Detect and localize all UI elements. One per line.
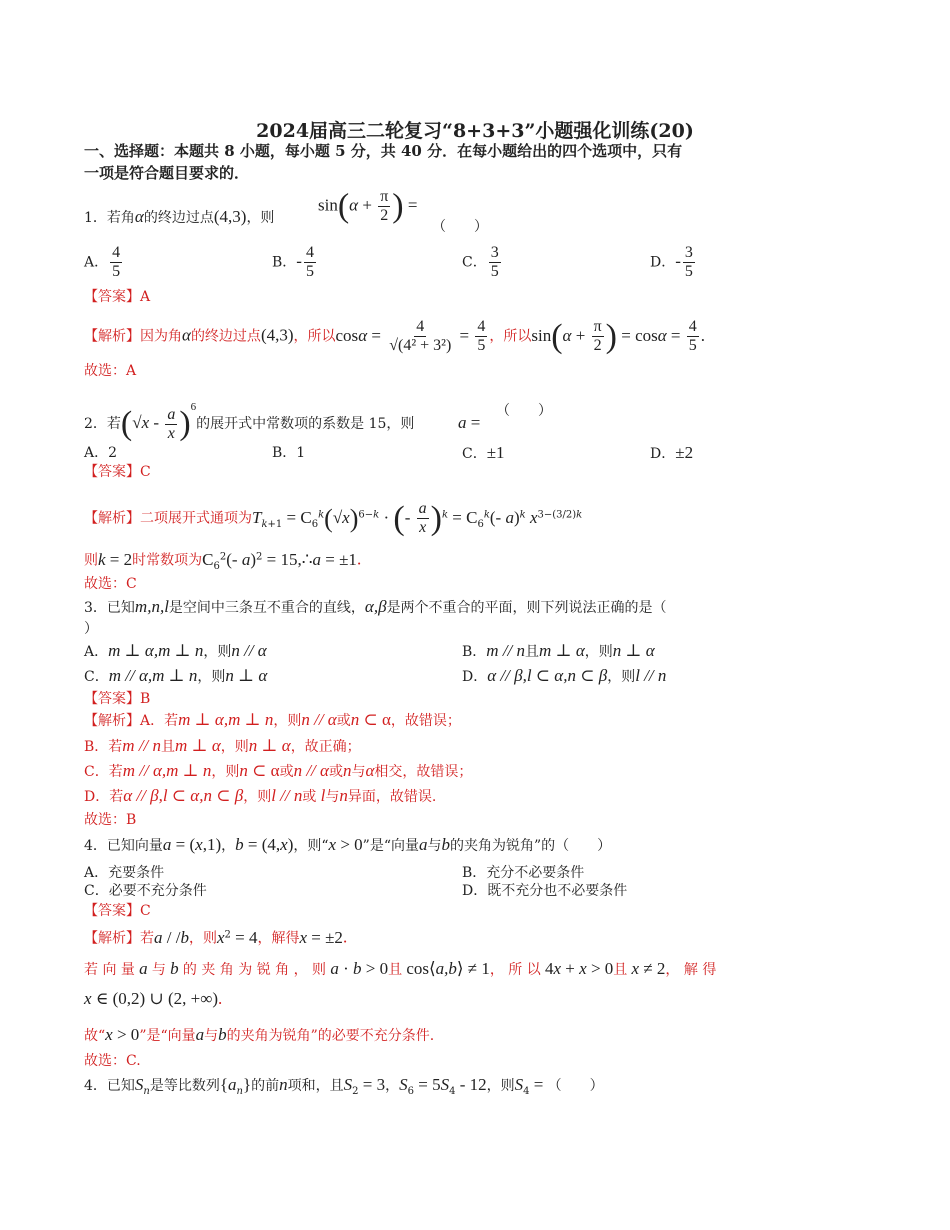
q4-an2-a: 若 向 量 <box>84 962 135 978</box>
q1-stem: 1．若角α的终边过点(4,3)，则 <box>84 207 275 226</box>
q2-analysis-line2: 则k = 2时常数项为$C_6^2(-$ a)$^2$ = 15,∴a = ±1. <box>84 549 362 572</box>
q1-analysis-a: 【解析】因为角 <box>84 328 182 345</box>
q4-stem-b: ， <box>221 838 236 854</box>
q4-answer: 【答案】C <box>84 903 151 919</box>
q3-answer: 【答案】B <box>84 691 151 707</box>
q5-stem-f: ，则 <box>486 1078 515 1094</box>
q1-blank: （ ） <box>432 219 488 235</box>
q4-an4-d: 的夹角为锐角”的必要不充分条件. <box>226 1028 435 1044</box>
q4-an2-g: ， 解 得 <box>665 962 717 978</box>
q2-stem-b: 的展开式中常数项的系数是 15，则 <box>196 416 415 432</box>
q1-stem-c: ，则 <box>246 210 275 226</box>
q1-option-b-num: 4 <box>305 244 314 261</box>
q2-stem: 2．若(√x - $\frac{a}{x}$ )$^6$的展开式中常数项的系数是 15，则 <box>84 401 415 442</box>
q1-analysis-d: ，所以 <box>489 328 532 345</box>
q1-option-d-label: D． <box>650 254 676 271</box>
q1-option-c <box>462 244 503 281</box>
q1-option-b-sign: - <box>296 251 302 271</box>
q2-option-c-label: C． <box>462 446 487 462</box>
q2-line2-b: 时常数项为 <box>132 552 203 569</box>
q5-stem-d: 项和，且 <box>287 1078 344 1094</box>
q4-an2-d: 且 <box>388 962 403 978</box>
q2-option-c-value: ±1 <box>486 443 505 462</box>
q3-an4-e: 异面，故错误. <box>347 789 437 805</box>
q2-option-b: B．1 <box>272 445 306 461</box>
q1-option-d-den: 5 <box>684 263 693 280</box>
q1-analysis: 【解析】因为角α的终边过点(4,3)，所以cosα = $\frac{4}{\text{√(4² + 3²)}}$ = $\frac{4}{5}$ ，所以sin(α + $\frac{\pi}{2}$ ) = cosα = $\frac{4}{5}$ . <box>84 317 706 355</box>
q4-stem-d: ”是“向量 <box>362 838 419 854</box>
q4-stem-e: 与 <box>427 838 442 854</box>
section-heading-line2: 一项是符合题目要求的． <box>84 164 250 182</box>
q4-analysis-a: 【解析】若a / /b，则$x^2 = 4$，解得x = ±2. <box>84 927 348 947</box>
section-heading-line1: 一、选择题：本题共 8 小题，每小题 5 分，共 40 分．在每小题给出的四个选项中，只有 <box>84 142 683 160</box>
q1-option-b-label: B． <box>272 254 297 271</box>
q4-option-d: D．既不充分也不必要条件 <box>462 883 628 899</box>
q5-stem-c: 的前 <box>251 1078 280 1094</box>
q4-an4-c: 与 <box>204 1028 219 1044</box>
q3-an2-a: B．若 <box>84 739 123 755</box>
q3-analysis-d: D．若α // β,l ⊂ α,n ⊂ β，则l // n或 l与n异面，故错误. <box>84 786 437 805</box>
q4-conclusion: 故选：C. <box>84 1053 141 1069</box>
q3-an1-b: ，则 <box>273 713 302 729</box>
q4-an1-b: ，则 <box>188 930 217 947</box>
q3-stem-end: ） <box>84 621 98 637</box>
q5-stem-a: 4．已知 <box>84 1078 135 1094</box>
q4-stem-c: ，则“ <box>293 838 329 854</box>
q1-option-b-den: 5 <box>305 263 314 280</box>
q3-option-d-label: D． <box>462 669 488 685</box>
q4-analysis-d: 故“x > 0”是“向量a与b的夹角为锐角”的必要不充分条件. <box>84 1025 435 1044</box>
q4-an4-a: 故“ <box>84 1028 106 1044</box>
q3-an3-c: 或 <box>279 764 294 780</box>
q3-option-c: C．m // α,m ⊥ n，则n ⊥ α <box>84 666 268 685</box>
q3-analysis-a: 【解析】A．若m ⊥ α,m ⊥ n，则n // α或n ⊂ α，故错误； <box>84 710 461 729</box>
q4-option-b: B．充分不必要条件 <box>462 865 585 881</box>
q3-an1-a: 【解析】A．若 <box>84 713 179 729</box>
q3-stem-a: 3．已知 <box>84 600 135 616</box>
q1-option-b <box>272 244 318 281</box>
q1-expression: sin(α + $\frac{\pi}{2}$ ) = <box>318 187 418 225</box>
q3-an4-b: ，则 <box>243 789 272 805</box>
page-title: 2024届高三二轮复习“8+3+3”小题强化训练(20) <box>256 120 694 142</box>
q1-conclusion: 故选：A <box>84 363 137 379</box>
q4-an1-c: ，解得 <box>257 930 300 947</box>
q3-conclusion: 故选：B <box>84 812 137 828</box>
q3-option-c-tail: ，则 <box>197 669 226 685</box>
q3-an4-c: 或 <box>302 789 317 805</box>
q2-conclusion: 故选：C <box>84 576 137 592</box>
q2-answer: 【答案】C <box>84 464 151 480</box>
q1-option-a-label: A． <box>84 254 109 271</box>
q3-option-b: B．m // n且m ⊥ α，则n ⊥ α <box>462 641 655 660</box>
q3-option-a-label: A． <box>84 644 109 660</box>
q1-option-c-label: C． <box>462 254 487 271</box>
q3-an3-e: 与 <box>351 764 366 780</box>
q1-option-d <box>650 244 697 281</box>
q3-option-a: A．m ⊥ α,m ⊥ n，则n // α <box>84 641 267 660</box>
q3-an4-d: 与 <box>325 789 340 805</box>
q1-analysis-b: 的终边过点 <box>190 328 261 345</box>
q2-option-a: A．2 <box>84 445 118 461</box>
q4-an2-b: 与 <box>151 962 166 978</box>
q3-option-c-label: C． <box>84 669 109 685</box>
q4-stem: 4．已知向量a = (x,1)，b = (4,x)，则“x > 0”是“向量a与b的夹角为锐角”的（ ） <box>84 835 612 854</box>
q3-an1-d: ，故错误； <box>390 713 461 729</box>
q3-stem-b: 是空间中三条互不重合的直线， <box>168 600 365 616</box>
q3-option-d: D．α // β,l ⊂ α,n ⊂ β，则l // n <box>462 666 667 685</box>
q4-an4-b: ”是“向量 <box>139 1028 196 1044</box>
q1-option-d-num: 3 <box>684 244 693 261</box>
q3-an3-a: C．若 <box>84 764 123 780</box>
q3-an3-d: 或 <box>328 764 343 780</box>
q2-option-d <box>650 444 693 463</box>
q1-option-d-sign: - <box>675 251 681 271</box>
q4-an2-f: 且 <box>613 962 628 978</box>
q4-option-c: C．必要不充分条件 <box>84 883 207 899</box>
q1-analysis-c: ，所以 <box>293 328 336 345</box>
q2-a-equals: a = <box>458 413 481 432</box>
q4-stem-a: 4．已知向量 <box>84 838 163 854</box>
q2-line2-a: 则 <box>84 552 98 569</box>
q4-analysis-b: 若 向 量 a 与 b 的 夹 角 为 锐 角 ， 则 a · b > 0且 cos⟨a,b⟩ ≠ 1， 所 以 4x + x > 0且 x ≠ 2， 解 得 <box>84 959 717 978</box>
q5-stem: 4．已知$S_n$是等比数列$\{a_n\}$的前n项和，且$S_2 = 3$，$S_6 = 5S_4 - 12$，则$S_4$ = （ ） <box>84 1075 604 1097</box>
q2-analysis-a: 【解析】二项展开式通项为 <box>84 510 252 527</box>
q4-analysis-c: x ∈ (0,2) ∪ (2, +∞). <box>84 989 223 1008</box>
q1-answer: 【答案】A <box>84 289 151 305</box>
q3-analysis-b: B．若m // n且m ⊥ α，则n ⊥ α，故正确； <box>84 736 361 755</box>
q1-option-a-den: 5 <box>112 263 121 280</box>
q5-stem-e: ， <box>385 1078 400 1094</box>
q5-blank: （ ） <box>547 1078 604 1094</box>
q1-option-a <box>84 244 124 281</box>
q3-an1-c: 或 <box>336 713 351 729</box>
q2-option-d-value: ±2 <box>675 443 694 462</box>
q5-stem-b: 是等比数列 <box>149 1078 220 1094</box>
q3-option-a-tail: ，则 <box>203 644 232 660</box>
q3-option-b-tail: ，则 <box>584 644 613 660</box>
q4-an2-e: ， 所 以 <box>489 962 541 978</box>
q2-option-c <box>462 444 505 463</box>
q3-option-b-label: B． <box>462 644 487 660</box>
q2-option-d-label: D． <box>650 446 676 462</box>
q3-analysis-c: C．若m // α,m ⊥ n，则n ⊂ α或n // α或n与α相交，故错误； <box>84 761 473 780</box>
q1-point: (4,3) <box>213 207 247 226</box>
q3-an2-d: ，故正确； <box>290 739 361 755</box>
q1-stem-a: 1．若角 <box>84 210 135 226</box>
q2-stem-a: 2．若 <box>84 416 121 432</box>
q4-option-a: A．充要条件 <box>84 865 165 881</box>
q3-stem-c: 是两个不重合的平面，则下列说法正确的是（ <box>386 600 667 616</box>
q3-an3-f: 相交，故错误； <box>374 764 473 780</box>
q1-option-c-num: 3 <box>490 244 499 261</box>
q4-an2-c: 的 夹 角 为 锐 角 ， 则 <box>182 962 327 978</box>
q3-an2-c: ，则 <box>220 739 249 755</box>
q4-stem-f: 的夹角为锐角”的（ ） <box>450 838 612 854</box>
q3-an2-b: 且 <box>161 739 176 755</box>
q3-option-b-mid: 且 <box>525 644 540 660</box>
q3-option-d-tail: ，则 <box>607 669 636 685</box>
q1-option-a-num: 4 <box>112 244 121 261</box>
q1-stem-b: 的终边过点 <box>143 210 214 226</box>
q3-an3-b: ，则 <box>211 764 240 780</box>
q2-analysis: 【解析】二项展开式通项为$T_{k+1} = C_6^k(√x)^{6-k}$ · (- $\frac{a}{x}$ )$^k = C_6^k(-$ a)$^k$ $x^{3-(3/2)k}$ <box>84 499 583 537</box>
q1-option-c-den: 5 <box>490 263 499 280</box>
q3-an4-a: D．若 <box>84 789 124 805</box>
q4-an1-a: 【解析】若 <box>84 930 154 947</box>
q3-stem: 3．已知m,n,l是空间中三条互不重合的直线，α,β是两个不重合的平面，则下列说法正确的是（ <box>84 597 667 616</box>
q2-blank: （ ） <box>496 403 552 419</box>
